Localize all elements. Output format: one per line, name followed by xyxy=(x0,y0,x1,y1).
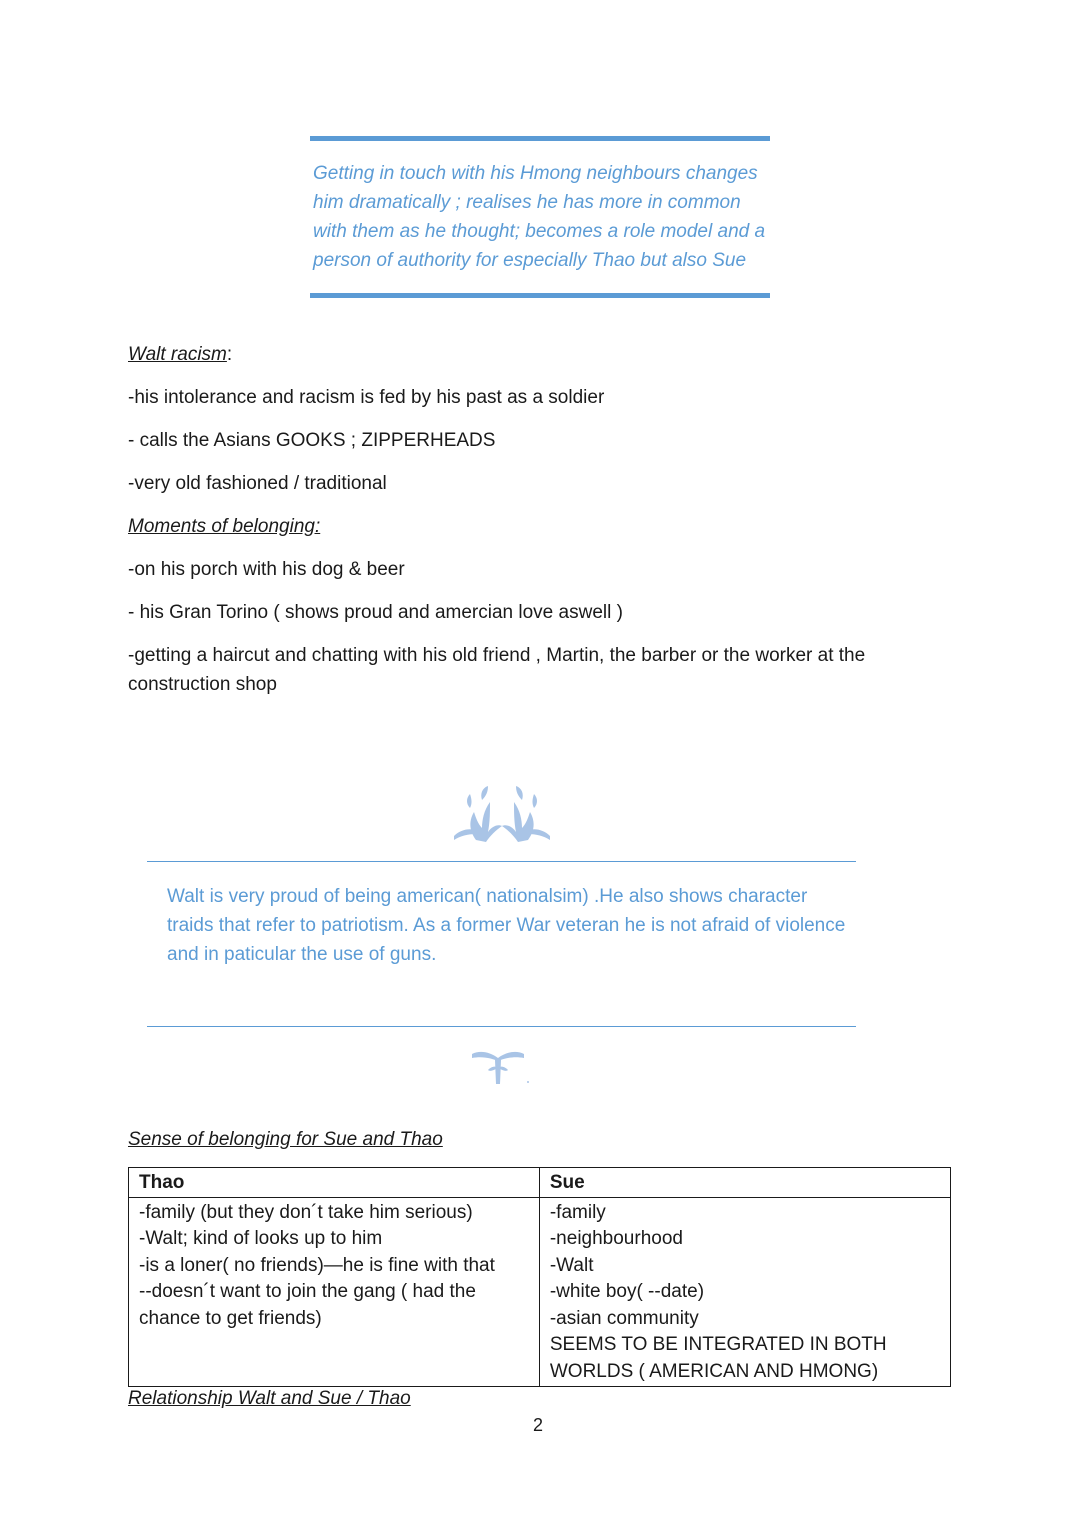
list-item: -asian community xyxy=(549,1307,699,1329)
pull-quote-top-text: Getting in touch with his Hmong neighbours changes him dramatically ; realises he has more in common with them as he thought; becomes a role model and a person of authority for especially Thao but also Sue xyxy=(313,163,766,271)
list-item: -is a loner( no friends)—he is fine with that xyxy=(139,1254,495,1276)
list-item: -family (but they don´t take him serious) xyxy=(139,1201,473,1223)
divider xyxy=(147,861,856,862)
list-item: -getting a haircut and chatting with his old friend , Martin, the barber or the worker at the construction shop xyxy=(128,645,866,695)
sense-of-belonging-heading: Sense of belonging for Sue and Thao xyxy=(128,1129,443,1150)
pull-quote-middle: Walt is very proud of being american( nationalsim) .He also shows character traids that refer to patriotism. As a former War veteran he is not afraid of violence and in paticular the use of guns. xyxy=(167,886,846,965)
list-item: -his intolerance and racism is fed by his past as a soldier xyxy=(128,387,605,408)
moments-heading: Moments of belonging: xyxy=(128,516,321,537)
floral-ornament-icon xyxy=(446,782,558,844)
list-item: -neighbourhood xyxy=(549,1228,683,1249)
floral-ornament-icon xyxy=(470,1048,534,1088)
pull-quote-top xyxy=(310,136,770,298)
list-item: -Walt xyxy=(549,1254,594,1276)
table-header-row xyxy=(129,1168,951,1198)
list-item: -family xyxy=(549,1201,606,1223)
page-number: 2 xyxy=(533,1415,544,1435)
relationship-heading: Relationship Walt and Sue / Thao xyxy=(128,1388,411,1409)
list-item: - his Gran Torino ( shows proud and amercian love aswell ) xyxy=(128,602,623,623)
belonging-table xyxy=(128,1167,951,1387)
list-item: -Walt; kind of looks up to him xyxy=(139,1228,383,1249)
list-item: -very old fashioned / traditional xyxy=(128,473,387,494)
list-item: -on his porch with his dog & beer xyxy=(128,559,405,580)
sue-cell xyxy=(539,1197,950,1387)
list-item: SEEMS TO BE INTEGRATED IN BOTH WORLDS ( AMERICAN AND HMONG) xyxy=(549,1334,887,1382)
list-item: -white boy( --date) xyxy=(549,1281,705,1302)
quote-bottom-rule xyxy=(310,293,770,298)
thao-cell xyxy=(129,1197,540,1387)
sue-header: Sue xyxy=(539,1168,950,1198)
thao-header: Thao xyxy=(129,1168,540,1198)
table-row xyxy=(129,1197,951,1387)
list-item: - calls the Asians GOOKS ; ZIPPERHEADS xyxy=(128,430,496,451)
divider xyxy=(147,1026,856,1027)
walt-racism-heading: Walt racism: xyxy=(128,344,233,365)
list-item: --doesn´t want to join the gang ( had the chance to get friends) xyxy=(139,1281,476,1329)
